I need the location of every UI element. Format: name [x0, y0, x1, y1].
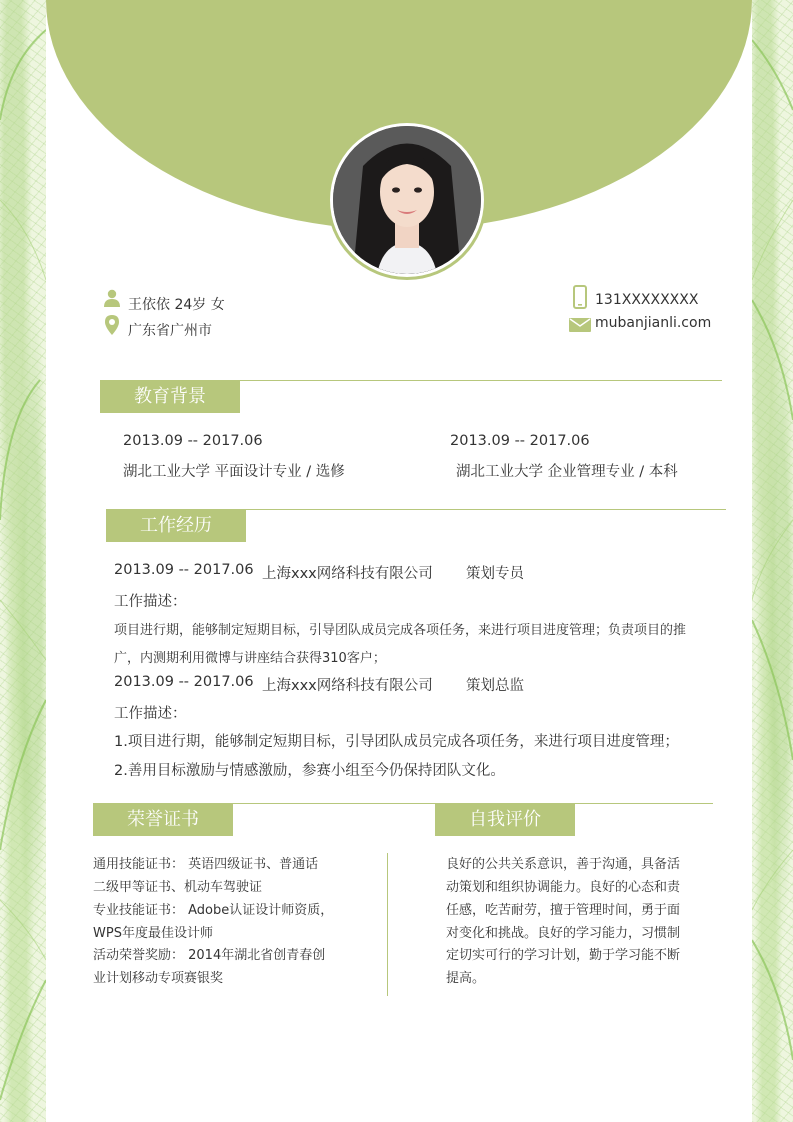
- job-1-desc-label: 工作描述：: [114, 594, 187, 610]
- job-2-desc-line-1: 1.项目进行期，能够制定短期目标，引导团队成员完成各项任务，来进行项目进度管理；: [114, 734, 679, 750]
- job-1-company: 上海xxx网络科技有限公司: [262, 566, 433, 582]
- phone-icon: [573, 285, 587, 313]
- job-2-desc-line-2: 2.善用目标激励与情感激励，参赛小组至今仍保持团队文化。: [114, 763, 505, 779]
- education-heading: 教育背景: [100, 380, 240, 413]
- location-text: 广东省广州市: [128, 323, 212, 339]
- job-1-period: 2013.09 -- 2017.06: [114, 562, 254, 578]
- honors-line-3: 专业技能证书： Adobe认证设计师资质，: [93, 903, 334, 918]
- resume-sheet: [46, 0, 752, 1122]
- self-eval-line-3: 任感，吃苦耐劳，擅于管理时间，勇于面: [446, 903, 681, 918]
- email-text: mubanjianli.com: [595, 315, 712, 331]
- self-eval-heading: 自我评价: [435, 803, 575, 836]
- job-2-desc-label: 工作描述：: [114, 706, 187, 722]
- work-heading: 工作经历: [106, 509, 246, 542]
- honors-line-2: 二级甲等证书、机动车驾驶证: [93, 880, 263, 895]
- location-pin-icon: [105, 315, 119, 339]
- honors-line-6: 业计划移动专项赛银奖: [93, 971, 224, 986]
- self-eval-line-1: 良好的公共关系意识，善于沟通，具备活: [446, 857, 681, 872]
- self-eval-line-2: 动策划和组织协调能力。良好的心态和责: [446, 880, 681, 895]
- self-eval-line-6: 提高。: [446, 971, 486, 986]
- honors-line-1: 通用技能证书： 英语四级证书、普通话: [93, 857, 319, 872]
- honors-heading: 荣誉证书: [93, 803, 233, 836]
- job-2-period: 2013.09 -- 2017.06: [114, 674, 254, 690]
- self-eval-line-4: 对变化和挑战。良好的学习能力，习惯制: [446, 926, 681, 941]
- profile-photo: [333, 126, 481, 274]
- column-divider: [387, 853, 388, 996]
- honors-line-5: 活动荣誉奖励： 2014年湖北省创青春创: [93, 948, 326, 963]
- mail-icon: [569, 317, 591, 336]
- job-2-company: 上海xxx网络科技有限公司: [262, 678, 433, 694]
- education-detail-2: 湖北工业大学 企业管理专业 / 本科: [456, 464, 678, 480]
- phone-text: 131XXXXXXXX: [595, 292, 699, 308]
- job-1-role: 策划专员: [466, 566, 524, 582]
- name-age-gender: 王依依 24岁 女: [128, 297, 225, 313]
- person-icon: [104, 289, 120, 311]
- job-2-role: 策划总监: [466, 678, 524, 694]
- education-detail-1: 湖北工业大学 平面设计专业 / 选修: [123, 464, 345, 480]
- education-period-2: 2013.09 -- 2017.06: [450, 433, 590, 449]
- job-1-desc-line-1: 项目进行期，能够制定短期目标，引导团队成员完成各项任务，来进行项目进度管理；负责项目的推: [114, 623, 687, 638]
- leaf-pattern-right: [752, 0, 793, 1122]
- self-eval-line-5: 定切实可行的学习计划，勤于学习能不断: [446, 948, 681, 963]
- leaf-pattern-left: [0, 0, 46, 1122]
- job-1-desc-line-2: 广，内测期利用微博与讲座结合获得310客户；: [114, 651, 386, 666]
- education-period-1: 2013.09 -- 2017.06: [123, 433, 263, 449]
- honors-line-4: WPS年度最佳设计师: [93, 926, 213, 941]
